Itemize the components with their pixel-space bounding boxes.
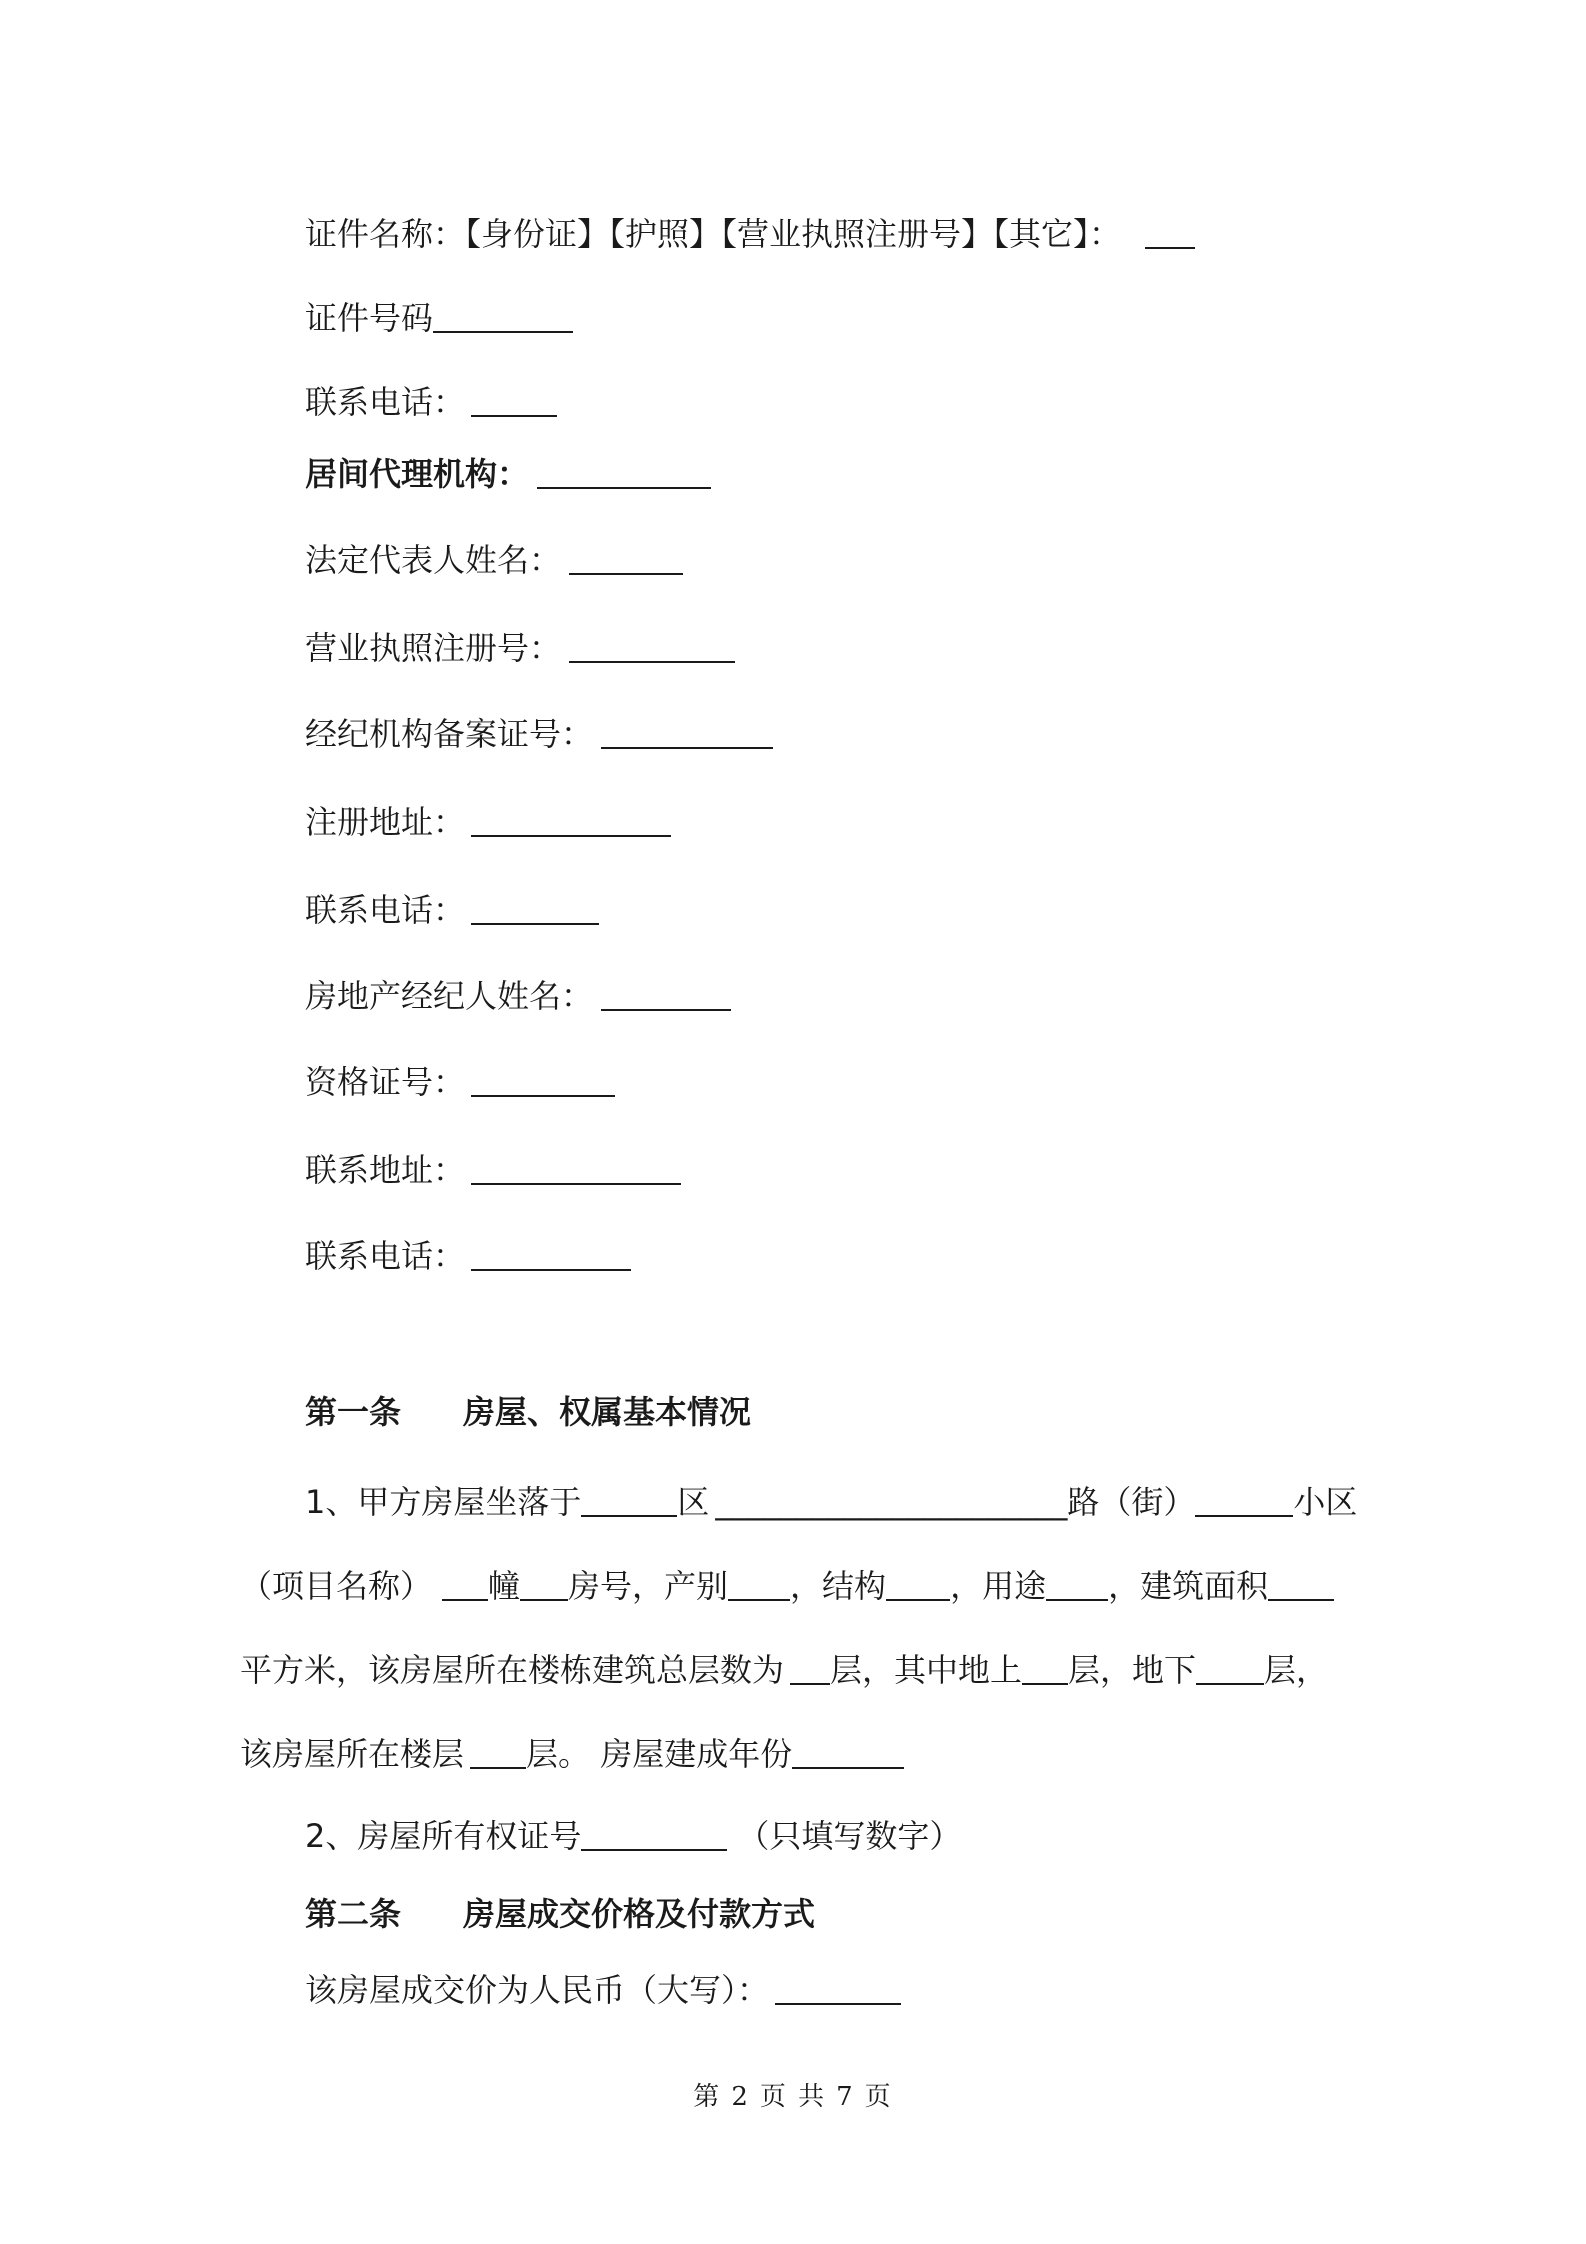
road-blank[interactable] bbox=[1195, 1485, 1293, 1517]
digits-only-text: （只填写数字） bbox=[737, 1817, 962, 1855]
area-blank[interactable] bbox=[1268, 1569, 1334, 1601]
reg-address-line bbox=[305, 802, 671, 842]
agent-name-label: 房地产经纪人姓名： bbox=[305, 977, 594, 1015]
agency-blank[interactable] bbox=[537, 457, 711, 489]
structure-blank[interactable] bbox=[886, 1569, 950, 1601]
biz-license-blank[interactable] bbox=[569, 631, 735, 663]
location-text-3: 路（街） bbox=[1067, 1483, 1196, 1521]
below-ground-blank[interactable] bbox=[1196, 1653, 1264, 1685]
total-floors-blank[interactable] bbox=[790, 1653, 830, 1685]
biz-license-line bbox=[305, 628, 735, 668]
article1-number: 第一条 bbox=[305, 1393, 402, 1431]
article1-p1-line1 bbox=[305, 1482, 1357, 1522]
id-type-blank[interactable] bbox=[1145, 217, 1195, 249]
area-text: ，建筑面积 bbox=[1108, 1567, 1269, 1605]
biz-license-label: 营业执照注册号： bbox=[305, 629, 562, 667]
above-ground-blank[interactable] bbox=[1022, 1653, 1068, 1685]
phone1-line bbox=[305, 382, 557, 422]
below-ground-text: 层，地下 bbox=[1068, 1651, 1197, 1689]
agency-line bbox=[305, 454, 711, 494]
build-year-text: 层。 房屋建成年份 bbox=[526, 1735, 793, 1773]
article1-p1-line3 bbox=[240, 1650, 1328, 1690]
floor-blank[interactable] bbox=[470, 1737, 526, 1769]
article2-title: 房屋成交价格及付款方式 bbox=[463, 1895, 816, 1933]
project-name-text: （项目名称） bbox=[240, 1567, 433, 1605]
ownership-cert-text: 2、房屋所有权证号 bbox=[305, 1817, 582, 1855]
id-type-label: 证件名称：【身份证】【护照】【营业执照注册号】【其它】： bbox=[305, 215, 1122, 253]
id-number-blank[interactable] bbox=[433, 301, 573, 333]
structure-text: ，结构 bbox=[790, 1567, 887, 1605]
footer-total-pages: 7 bbox=[836, 2082, 855, 2112]
building-text: 幢 bbox=[488, 1567, 521, 1605]
agent-name-line bbox=[305, 976, 731, 1016]
phone3-label: 联系电话： bbox=[305, 1237, 466, 1275]
phone2-blank[interactable] bbox=[471, 893, 599, 925]
agency-label: 居间代理机构： bbox=[305, 455, 530, 493]
agency-filing-label: 经纪机构备案证号： bbox=[305, 715, 594, 753]
article2-heading bbox=[305, 1894, 815, 1934]
phone1-label: 联系电话： bbox=[305, 383, 466, 421]
article1-p2 bbox=[305, 1816, 961, 1856]
floors-end-text: 层， bbox=[1264, 1651, 1329, 1689]
contact-address-line bbox=[305, 1150, 681, 1190]
location-text-1: 1、甲方房屋坐落于 bbox=[305, 1483, 582, 1521]
footer-pre: 第 bbox=[693, 2082, 722, 2112]
location-text-4: 小区 bbox=[1293, 1483, 1358, 1521]
page-footer bbox=[0, 2082, 1586, 2112]
cert-no-line bbox=[305, 1062, 615, 1102]
property-type-blank[interactable] bbox=[728, 1569, 790, 1601]
article1-title: 房屋、权属基本情况 bbox=[463, 1393, 752, 1431]
reg-address-blank[interactable] bbox=[471, 805, 671, 837]
price-line bbox=[305, 1970, 901, 2010]
article1-p1-line4 bbox=[240, 1734, 904, 1774]
article2-number: 第二条 bbox=[305, 1895, 402, 1933]
phone2-line bbox=[305, 890, 599, 930]
floor-text: 该房屋所在楼层 bbox=[240, 1735, 465, 1773]
cert-no-blank[interactable] bbox=[471, 1065, 615, 1097]
location-text-2: 区 bbox=[677, 1483, 710, 1521]
footer-mid: 页 共 bbox=[759, 2082, 827, 2112]
ownership-cert-blank[interactable] bbox=[581, 1819, 727, 1851]
price-blank[interactable] bbox=[775, 1973, 901, 2005]
agency-filing-blank[interactable] bbox=[601, 717, 773, 749]
phone3-blank[interactable] bbox=[471, 1239, 631, 1271]
total-floors-text: 平方米，该房屋所在楼栋建筑总层数为 bbox=[240, 1651, 785, 1689]
price-label: 该房屋成交价为人民币（大写）： bbox=[305, 1971, 770, 2009]
phone3-line bbox=[305, 1236, 631, 1276]
cert-no-label: 资格证号： bbox=[305, 1063, 466, 1101]
agency-filing-line bbox=[305, 714, 773, 754]
article1-heading bbox=[305, 1392, 751, 1432]
id-number-label: 证件号码 bbox=[305, 299, 434, 337]
id-type-line bbox=[305, 214, 1195, 254]
usage-blank[interactable] bbox=[1046, 1569, 1108, 1601]
phone2-label: 联系电话： bbox=[305, 891, 466, 929]
phone1-blank[interactable] bbox=[471, 385, 557, 417]
reg-address-label: 注册地址： bbox=[305, 803, 466, 841]
contact-address-blank[interactable] bbox=[471, 1153, 681, 1185]
room-blank[interactable] bbox=[520, 1569, 568, 1601]
footer-post: 页 bbox=[864, 2082, 893, 2112]
footer-page-number: 2 bbox=[731, 2082, 750, 2112]
road-underscores: ______________________ bbox=[715, 1483, 1068, 1521]
legal-rep-label: 法定代表人姓名： bbox=[305, 541, 562, 579]
district-blank[interactable] bbox=[581, 1485, 677, 1517]
contact-address-label: 联系地址： bbox=[305, 1151, 466, 1189]
above-ground-text: 层，其中地上 bbox=[830, 1651, 1023, 1689]
building-blank[interactable] bbox=[442, 1569, 488, 1601]
usage-text: ，用途 bbox=[950, 1567, 1047, 1605]
article1-p1-line2 bbox=[240, 1566, 1334, 1606]
id-number-line bbox=[305, 298, 573, 338]
legal-rep-blank[interactable] bbox=[569, 543, 683, 575]
property-type-text: 房号，产别 bbox=[568, 1567, 729, 1605]
build-year-blank[interactable] bbox=[792, 1737, 904, 1769]
legal-rep-line bbox=[305, 540, 683, 580]
agent-name-blank[interactable] bbox=[601, 979, 731, 1011]
